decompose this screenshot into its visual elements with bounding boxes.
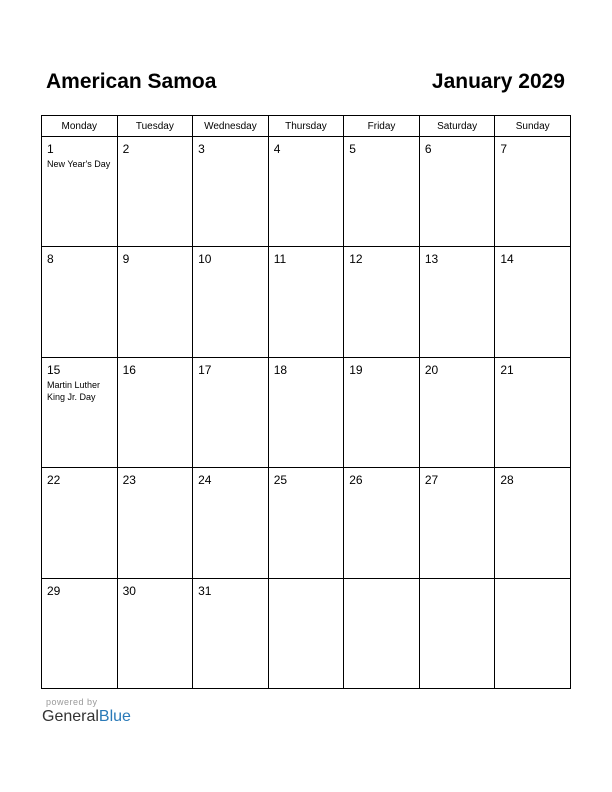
powered-by-text: powered by	[46, 697, 98, 707]
calendar-day-cell[interactable]	[344, 137, 420, 247]
calendar-day-cell[interactable]	[117, 357, 193, 467]
weekday-saturday: Saturday	[419, 116, 495, 137]
day-number: 8	[47, 252, 54, 267]
day-number: 17	[198, 362, 212, 377]
day-number: 7	[500, 142, 508, 156]
day-number: 11	[273, 252, 287, 267]
day-number: 28	[500, 473, 514, 488]
calendar-day-cell[interactable]	[193, 137, 269, 247]
calendar-day-cell[interactable]	[344, 578, 420, 688]
calendar-header	[41, 70, 570, 100]
calendar-day-cell[interactable]	[268, 247, 344, 357]
calendar-day-cell[interactable]	[42, 357, 118, 467]
weekday-monday: Monday	[42, 116, 118, 137]
generalblue-logo[interactable]	[42, 708, 131, 726]
day-number: 22	[47, 473, 61, 488]
day-number: 18	[273, 362, 288, 377]
calendar-day-cell[interactable]	[42, 137, 118, 247]
calendar-day-cell[interactable]	[117, 247, 193, 357]
calendar-day-cell[interactable]	[193, 468, 269, 578]
day-number: 14	[500, 252, 514, 267]
calendar-week-row	[42, 468, 571, 578]
day-number: 15	[47, 362, 61, 377]
calendar-day-cell[interactable]	[344, 468, 420, 578]
calendar-week-row	[42, 357, 571, 467]
calendar-day-cell[interactable]	[193, 247, 269, 357]
footer-branding	[42, 697, 131, 726]
calendar-day-cell[interactable]	[117, 468, 193, 578]
day-number: 29	[47, 583, 61, 598]
calendar-day-cell[interactable]	[42, 578, 118, 688]
day-number: 10	[198, 252, 212, 267]
calendar-day-cell[interactable]	[42, 247, 118, 357]
weekday-thursday: Thursday	[268, 116, 344, 137]
day-number: 1	[47, 142, 54, 156]
calendar-day-cell[interactable]	[495, 247, 571, 357]
calendar-day-cell[interactable]	[42, 468, 118, 578]
calendar-day-cell[interactable]	[495, 357, 571, 467]
calendar-day-cell[interactable]	[193, 357, 269, 467]
day-number: 2	[122, 142, 130, 156]
calendar-day-cell[interactable]	[268, 357, 344, 467]
day-number: 9	[122, 252, 130, 267]
calendar-day-cell[interactable]	[344, 247, 420, 357]
calendar-day-cell[interactable]	[268, 578, 344, 688]
calendar-day-cell[interactable]	[193, 578, 269, 688]
day-number: 4	[273, 142, 281, 156]
day-number: 27	[424, 473, 439, 488]
weekday-wednesday: Wednesday	[193, 116, 269, 137]
calendar-day-cell[interactable]	[117, 578, 193, 688]
calendar-grid	[41, 115, 571, 689]
day-number: 13	[424, 252, 439, 267]
calendar-day-cell[interactable]	[419, 468, 495, 578]
calendar-day-cell[interactable]	[495, 468, 571, 578]
country-title: American Samoa	[46, 70, 217, 93]
weekday-sunday: Sunday	[495, 116, 571, 137]
day-number: 25	[273, 473, 288, 488]
calendar-day-cell[interactable]	[268, 468, 344, 578]
weekday-tuesday: Tuesday	[117, 116, 193, 137]
calendar-day-cell[interactable]	[344, 357, 420, 467]
calendar-day-cell[interactable]	[495, 578, 571, 688]
day-number: 5	[349, 142, 356, 156]
day-number: 16	[122, 362, 136, 377]
day-number: 19	[349, 362, 363, 377]
weekday-friday: Friday	[344, 116, 420, 137]
calendar-day-cell[interactable]	[419, 578, 495, 688]
calendar-day-cell[interactable]	[268, 137, 344, 247]
calendar-week-row	[42, 247, 571, 357]
calendar-week-row	[42, 137, 571, 247]
day-number: 26	[349, 473, 363, 488]
brand-general: General	[42, 708, 99, 725]
calendar-day-cell[interactable]	[419, 137, 495, 247]
calendar-week-row	[42, 578, 571, 688]
day-number: 30	[122, 583, 136, 598]
day-number: 31	[198, 583, 212, 598]
day-number: 20	[424, 362, 439, 377]
brand-blue: Blue	[98, 708, 131, 725]
holiday-label: New Year's Day	[47, 159, 111, 169]
calendar-day-cell[interactable]	[495, 137, 571, 247]
day-number: 24	[198, 473, 212, 488]
holiday-label: Martin Luther King Jr. Day	[47, 379, 101, 402]
calendar-day-cell[interactable]	[419, 357, 495, 467]
weekday-header-row	[42, 116, 571, 137]
day-number: 6	[424, 142, 432, 156]
month-year-title: January 2029	[431, 70, 565, 93]
day-number: 21	[500, 362, 514, 377]
calendar-day-cell[interactable]	[117, 137, 193, 247]
day-number: 3	[198, 142, 205, 156]
day-number: 23	[122, 473, 136, 488]
day-number: 12	[349, 252, 363, 267]
calendar-day-cell[interactable]	[419, 247, 495, 357]
